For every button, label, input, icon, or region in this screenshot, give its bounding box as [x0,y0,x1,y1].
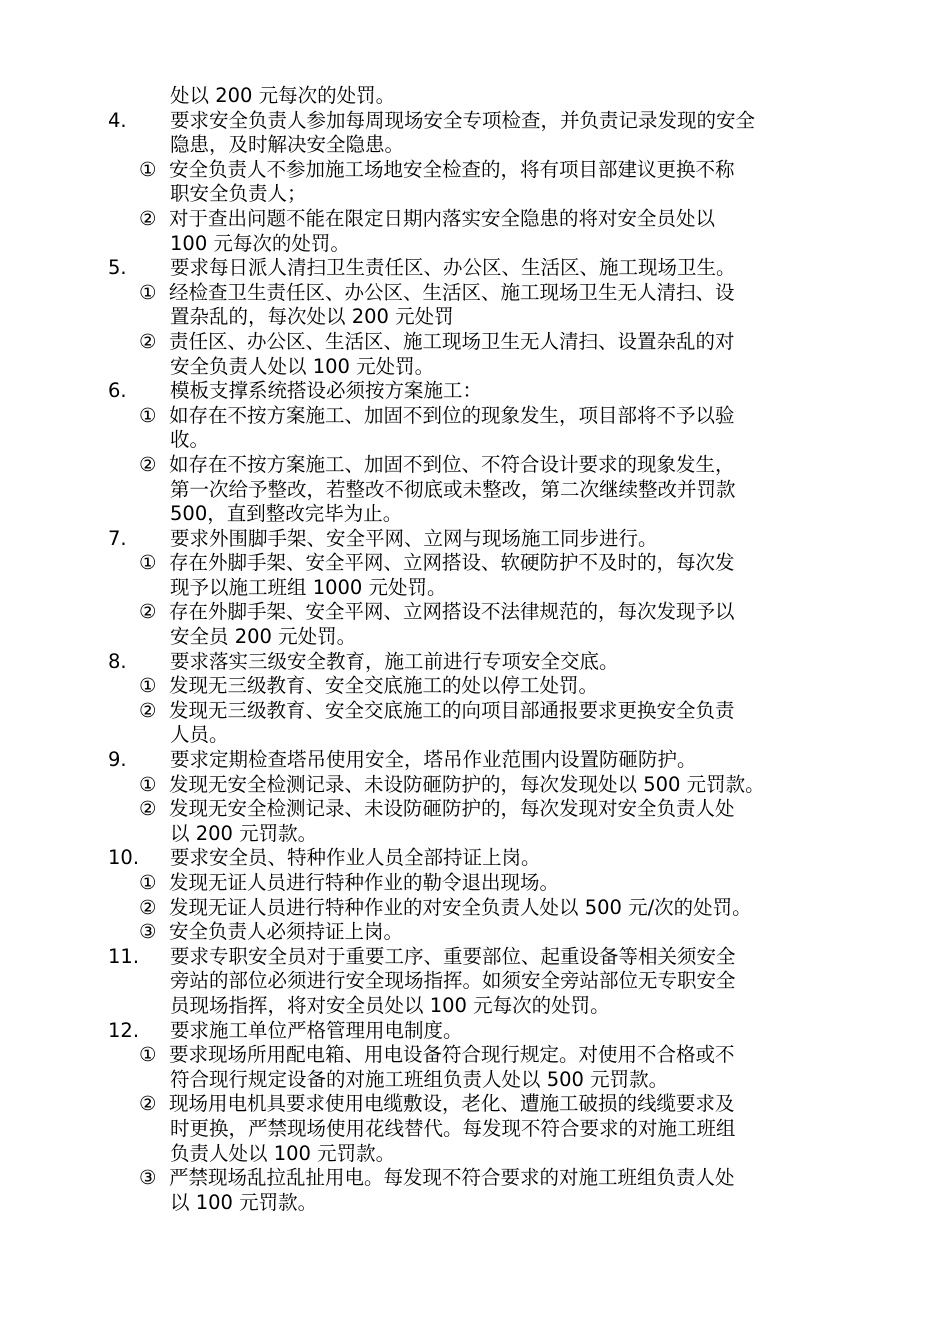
sub-item-marker: ② [139,1092,157,1116]
line-text: 员现场指挥，将对安全员处以 100 元每次的处罚。 [170,993,610,1017]
list-item-number: 5. [108,256,127,280]
list-item-line [108,379,832,404]
continuation-line [108,478,832,503]
continuation-line [108,305,832,330]
continuation-line [108,355,832,380]
line-text: 职安全负责人； [170,182,307,206]
line-text: 置杂乱的，每次处以 200 元处罚 [170,305,454,329]
sub-item-line [108,453,832,478]
line-text: 存在外脚手架、安全平网、立网搭设、软硬防护不及时的，每次发 [169,551,735,575]
sub-item-line [108,674,832,699]
line-text: 严禁现场乱拉乱扯用电。每发现不符合要求的对施工班组负责人处 [169,1166,735,1190]
continuation-line [108,994,832,1019]
continuation-line [108,576,832,601]
line-text: 旁站的部位必须进行安全现场指挥。如须安全旁站部位无专职安全 [170,969,736,993]
sub-item-marker: ② [139,797,157,821]
line-text: 发现无安全检测记录、未设防砸防护的，每次发现对安全负责人处 [169,797,735,821]
continuation-line [108,1142,832,1167]
line-text: 要求专职安全员对于重要工序、重要部位、起重设备等相关须安全 [170,944,736,968]
line-text: 安全员 200 元处罚。 [170,625,357,649]
list-item-line [108,945,832,970]
line-text: 要求现场所用配电箱、用电设备符合现行规定。对使用不合格或不 [169,1043,735,1067]
sub-item-marker: ① [139,280,157,304]
line-text: 现予以施工班组 1000 元处罚。 [170,575,447,599]
sub-item-marker: ② [139,698,157,722]
sub-item-line [108,158,832,183]
sub-item-marker: ③ [139,920,157,944]
line-text: 要求施工单位严格管理用电制度。 [170,1018,463,1042]
continuation-line [108,1117,832,1142]
sub-item-line [108,330,832,355]
list-item-line [108,748,832,773]
line-text: 对于查出问题不能在限定日期内落实安全隐患的将对安全员处以 [169,206,716,230]
list-item-line [108,109,832,134]
line-text: 100 元每次的处罚。 [170,231,350,255]
line-text: 现场用电机具要求使用电缆敷设，老化、遭施工破损的线缆要求及 [169,1092,735,1116]
sub-item-line [108,404,832,429]
line-text: 责任区、办公区、生活区、施工现场卫生无人清扫、设置杂乱的对 [169,329,735,353]
continuation-line [108,133,832,158]
sub-item-marker: ① [139,772,157,796]
list-item-number: 7. [108,526,127,550]
line-text: 收。 [170,428,210,452]
continuation-line [108,428,832,453]
sub-item-line [108,207,832,232]
list-item-line [108,650,832,675]
line-text: 安全负责人处以 100 元处罚。 [170,354,435,378]
sub-item-line [108,797,832,822]
line-text: 如存在不按方案施工、加固不到位的现象发生，项目部将不予以验 [169,403,735,427]
list-item-number: 8. [108,649,127,673]
continuation-line [108,625,832,650]
sub-item-marker: ① [139,157,157,181]
line-text: 以 100 元罚款。 [170,1190,318,1214]
list-item-number: 4. [108,108,127,132]
list-item-number: 6. [108,379,127,403]
sub-item-line [108,871,832,896]
line-text: 人员。 [170,723,229,747]
line-text: 发现无证人员进行特种作业的勒令退出现场。 [169,871,560,894]
sub-item-line [108,1043,832,1068]
sub-item-line [108,896,832,921]
sub-item-marker: ① [139,871,157,894]
sub-item-marker: ① [139,403,157,427]
line-text: 500，直到整改完毕为止。 [170,502,403,526]
line-text: 要求落实三级安全教育，施工前进行专项安全交底。 [170,649,619,673]
line-text: 第一次给予整改，若整改不彻底或未整改，第二次继续整改并罚款 [170,477,736,501]
line-text: 要求每日派人清扫卫生责任区、办公区、生活区、施工现场卫生。 [170,256,736,280]
line-text: 经检查卫生责任区、办公区、生活区、施工现场卫生无人清扫、设 [169,280,735,304]
line-text: 负责人处以 100 元罚款。 [170,1141,396,1165]
list-item-line [108,256,832,281]
line-text: 如存在不按方案施工、加固不到位、不符合设计要求的现象发生， [169,452,735,476]
line-text: 模板支撑系统搭设必须按方案施工： [170,379,483,403]
line-text: 处以 200 元每次的处罚。 [170,84,396,107]
line-text: 安全负责人必须持证上岗。 [169,920,404,944]
sub-item-marker: ② [139,329,157,353]
line-text: 发现无证人员进行特种作业的对安全负责人处以 500 元/次的处罚。 [169,895,752,919]
list-item-number: 11. [108,944,140,968]
sub-item-line [108,551,832,576]
line-text: 存在外脚手架、安全平网、立网搭设不法律规范的，每次发现予以 [169,600,735,624]
sub-item-marker: ① [139,1043,157,1067]
sub-item-line [108,920,832,945]
sub-item-line [108,773,832,798]
line-text: 发现无安全检测记录、未设防砸防护的，每次发现处以 500 元罚款。 [169,772,765,796]
list-item-number: 9. [108,748,127,772]
line-text: 要求安全负责人参加每周现场安全专项检查，并负责记录发现的安全 [170,108,756,132]
line-text: 要求定期检查塔吊使用安全，塔吊作业范围内设置防砸防护。 [170,748,697,772]
list-item-line [108,527,832,552]
sub-item-line [108,600,832,625]
line-text: 发现无三级教育、安全交底施工的向项目部通报要求更换安全负责 [169,698,735,722]
continuation-line [108,502,832,527]
sub-item-marker: ① [139,674,157,698]
continuation-line [108,1191,832,1216]
sub-item-line [108,1166,832,1191]
continuation-line [108,822,832,847]
sub-item-line [108,1092,832,1117]
line-text: 发现无三级教育、安全交底施工的处以停工处罚。 [169,674,599,698]
continuation-line [108,232,832,257]
continuation-line [108,182,832,207]
line-text: 符合现行规定设备的对施工班组负责人处以 500 元罚款。 [170,1067,669,1091]
list-item-line [108,1019,832,1044]
sub-item-marker: ② [139,206,157,230]
sub-item-marker: ③ [139,1166,157,1190]
line-text: 时更换，严禁现场使用花线替代。每发现不符合要求的对施工班组 [170,1116,736,1140]
list-item-number: 12. [108,1018,140,1042]
sub-item-marker: ② [139,600,157,624]
continuation-line [108,969,832,994]
list-item-line [108,846,832,871]
line-text: 要求安全员、特种作业人员全部持证上岗。 [170,846,541,870]
continuation-line [108,84,832,109]
sub-item-marker: ② [139,452,157,476]
line-text: 安全负责人不参加施工场地安全检查的，将有项目部建议更换不称 [169,157,735,181]
sub-item-marker: ② [139,895,157,919]
list-item-number: 10. [108,846,140,870]
sub-item-line [108,699,832,724]
sub-item-marker: ① [139,551,157,575]
line-text: 要求外围脚手架、安全平网、立网与现场施工同步进行。 [170,526,658,550]
continuation-line [108,1068,832,1093]
line-text: 以 200 元罚款。 [170,821,318,845]
continuation-line [108,723,832,748]
sub-item-line [108,281,832,306]
document-body [108,84,832,1215]
line-text: 隐患，及时解决安全隐患。 [170,133,405,157]
